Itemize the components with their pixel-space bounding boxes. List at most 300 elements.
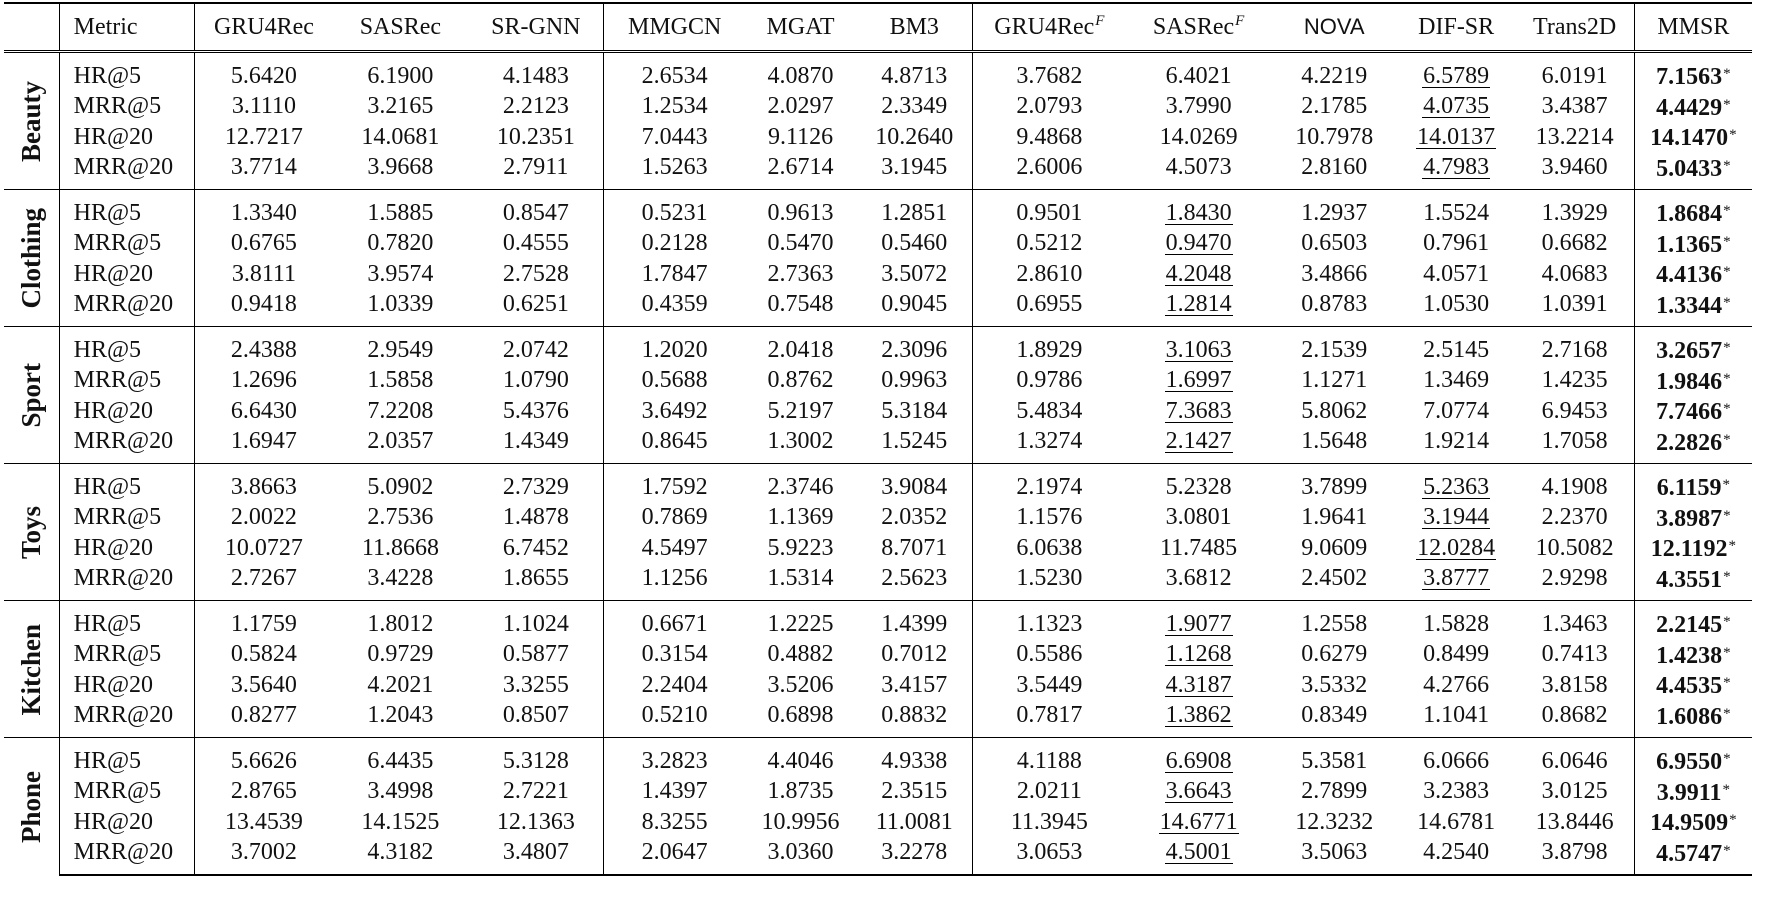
value-cell	[604, 601, 745, 640]
value-cell	[1516, 807, 1635, 838]
value-cell	[745, 564, 856, 601]
value: 4.0683	[1541, 260, 1608, 287]
table-row	[4, 122, 1752, 153]
value: 2.8610	[1016, 260, 1083, 287]
value-cell	[856, 533, 973, 564]
value-cell	[745, 701, 856, 738]
value: 0.5460	[881, 230, 948, 256]
value: 4.5073	[1165, 154, 1232, 180]
value: 1.0391	[1541, 291, 1608, 317]
value-cell	[973, 738, 1126, 777]
metric-cell: HR@20	[59, 396, 195, 427]
header-model-label: MMSR	[1657, 13, 1730, 40]
value: 1.5263	[641, 154, 708, 180]
value: 11.3945	[1010, 808, 1088, 835]
value: 1.1576	[1016, 504, 1083, 530]
value-cell	[1397, 122, 1516, 153]
value: 5.9223	[767, 534, 834, 561]
value-cell	[1272, 701, 1397, 738]
best-value: 4.4535	[1656, 673, 1723, 699]
value-cell	[604, 327, 745, 366]
value: 7.0443	[641, 123, 708, 150]
value-cell	[604, 427, 745, 464]
value: 1.3002	[767, 428, 834, 454]
header-model-label: SR-GNN	[491, 13, 581, 40]
value-cell	[333, 503, 469, 534]
value: 0.8277	[230, 702, 297, 728]
value: 0.6279	[1301, 641, 1368, 667]
metric-cell: HR@20	[59, 122, 195, 153]
value-cell	[468, 701, 604, 738]
value: 0.4555	[502, 230, 569, 256]
table-row	[4, 259, 1752, 290]
value: 4.1188	[1016, 747, 1082, 774]
table-row	[4, 290, 1752, 327]
value-cell	[604, 92, 745, 123]
header-model-label: SASRec	[359, 13, 442, 40]
value: 2.3349	[881, 93, 948, 119]
value: 1.2696	[230, 367, 297, 393]
value-cell	[195, 52, 333, 92]
significance-star: *	[1723, 157, 1731, 174]
header-model-mgat	[745, 3, 856, 52]
value: 3.0125	[1541, 778, 1608, 804]
value: 6.4435	[367, 747, 434, 774]
value: 0.5470	[767, 230, 834, 256]
value-cell	[1634, 153, 1752, 190]
value-cell	[468, 52, 604, 92]
value: 14.6781	[1417, 808, 1496, 835]
value-cell	[1397, 807, 1516, 838]
value: 1.7058	[1541, 428, 1608, 454]
value: 0.9045	[881, 291, 948, 317]
value-cell	[468, 153, 604, 190]
value-cell	[1397, 777, 1516, 808]
value-cell	[973, 92, 1126, 123]
value-cell	[1634, 52, 1752, 92]
value-cell	[195, 533, 333, 564]
value: 4.5497	[641, 534, 708, 561]
value-cell	[1516, 366, 1635, 397]
value-cell	[468, 601, 604, 640]
value-cell	[973, 290, 1126, 327]
value: 1.8655	[502, 565, 569, 591]
value: 2.4502	[1301, 565, 1368, 591]
value-cell	[333, 92, 469, 123]
value: 1.2020	[641, 336, 708, 363]
table-row	[4, 670, 1752, 701]
value-cell	[1397, 564, 1516, 601]
value: 3.9084	[881, 473, 948, 500]
value: 6.0646	[1541, 747, 1608, 774]
value-cell	[745, 838, 856, 876]
value-cell	[856, 838, 973, 876]
value-cell	[745, 190, 856, 229]
value-cell	[333, 427, 469, 464]
header-model-label: GRU4Rec	[213, 13, 314, 40]
value: 4.1908	[1541, 473, 1608, 500]
value-cell	[973, 52, 1126, 92]
dataset-group-beauty	[4, 52, 1752, 190]
value: 1.4349	[502, 428, 569, 454]
value-cell	[604, 738, 745, 777]
header-metric: Metric	[59, 3, 195, 52]
second-best-value: 1.2814	[1165, 291, 1232, 317]
metric-cell: MRR@20	[59, 701, 195, 738]
best-value: 3.9911	[1656, 779, 1722, 806]
value-cell	[195, 229, 333, 260]
value-cell	[468, 396, 604, 427]
value: 1.1256	[641, 565, 708, 591]
dataset-group-sport	[4, 327, 1752, 464]
metric-cell: MRR@20	[59, 290, 195, 327]
metric-cell: HR@20	[59, 807, 195, 838]
value: 4.4046	[767, 747, 834, 774]
value-cell	[856, 738, 973, 777]
value: 4.9338	[881, 747, 948, 774]
value-cell	[195, 92, 333, 123]
value-cell	[1634, 601, 1752, 640]
value-cell	[745, 327, 856, 366]
value-cell	[1125, 190, 1271, 229]
best-value: 12.1192	[1650, 536, 1728, 562]
header-model-gru4rec	[973, 3, 1126, 52]
dataset-name: Kitchen	[15, 623, 46, 715]
value-cell	[973, 122, 1126, 153]
value: 2.1539	[1301, 336, 1368, 363]
value-cell	[604, 122, 745, 153]
value-cell	[1272, 229, 1397, 260]
value: 1.9214	[1423, 428, 1490, 454]
value-cell	[1516, 533, 1635, 564]
dataset-group-toys	[4, 464, 1752, 601]
value-cell	[745, 670, 856, 701]
value: 3.7682	[1016, 62, 1083, 89]
value-cell	[745, 366, 856, 397]
value-cell	[1634, 464, 1752, 503]
second-best-value: 4.7983	[1423, 154, 1490, 180]
value: 5.2197	[767, 397, 834, 424]
value-cell	[1125, 670, 1271, 701]
second-best-value: 1.1268	[1165, 641, 1232, 667]
value: 2.2123	[502, 93, 569, 119]
value-cell	[1516, 396, 1635, 427]
best-value: 7.1563	[1656, 64, 1723, 90]
best-value: 3.8987	[1656, 505, 1723, 532]
value: 0.8499	[1423, 641, 1490, 667]
value-cell	[973, 503, 1126, 534]
value-cell	[856, 290, 973, 327]
metric-cell: HR@20	[59, 259, 195, 290]
value: 0.4359	[641, 291, 708, 317]
value-cell	[604, 807, 745, 838]
value-cell	[1516, 122, 1635, 153]
value: 0.8507	[502, 702, 569, 728]
value: 3.9574	[367, 260, 434, 287]
value-cell	[1634, 366, 1752, 397]
value: 10.0727	[224, 534, 303, 561]
value-cell	[856, 777, 973, 808]
value: 0.9501	[1016, 199, 1083, 226]
second-best-value: 5.2363	[1423, 473, 1490, 500]
table-row	[4, 427, 1752, 464]
dataset-label-cell	[4, 327, 59, 464]
table-header	[4, 3, 1752, 52]
value: 1.3274	[1016, 428, 1083, 454]
value: 1.8012	[367, 610, 434, 637]
value-cell	[1397, 190, 1516, 229]
value-cell	[1272, 327, 1397, 366]
value-cell	[856, 503, 973, 534]
value-cell	[333, 190, 469, 229]
results-table	[4, 2, 1752, 876]
value-cell	[973, 259, 1126, 290]
best-value: 1.9846	[1656, 368, 1723, 395]
value: 4.2219	[1301, 62, 1368, 89]
second-best-value: 7.3683	[1165, 397, 1232, 424]
value-cell	[1272, 464, 1397, 503]
value: 10.7978	[1295, 123, 1374, 150]
value-cell	[1125, 229, 1271, 260]
value-cell	[856, 670, 973, 701]
value: 3.0653	[1016, 839, 1083, 865]
second-best-value: 1.6997	[1165, 367, 1232, 393]
value-cell	[468, 640, 604, 671]
value: 10.5082	[1535, 534, 1614, 561]
value: 0.6898	[767, 702, 834, 728]
value-cell	[1272, 92, 1397, 123]
value-cell	[1125, 366, 1271, 397]
value: 1.5828	[1423, 610, 1490, 637]
value: 1.4235	[1541, 367, 1608, 393]
metric-cell: MRR@5	[59, 229, 195, 260]
significance-star: *	[1723, 568, 1731, 585]
value-cell	[195, 366, 333, 397]
value-cell	[333, 366, 469, 397]
significance-star: *	[1723, 294, 1731, 311]
value-cell	[195, 838, 333, 876]
dataset-name: Beauty	[15, 80, 46, 162]
value-cell	[195, 564, 333, 601]
second-best-value: 4.0735	[1423, 93, 1490, 119]
value-cell	[1272, 807, 1397, 838]
value: 1.5858	[367, 367, 434, 393]
value-cell	[333, 701, 469, 738]
value-cell	[1272, 738, 1397, 777]
significance-star: *	[1723, 842, 1731, 859]
value: 13.8446	[1535, 808, 1614, 835]
second-best-value: 1.3862	[1165, 702, 1232, 728]
significance-star: *	[1723, 66, 1731, 82]
header-model-label: SASRec	[1152, 14, 1235, 40]
value: 3.0360	[767, 839, 834, 865]
value: 0.6503	[1301, 230, 1368, 256]
table-row	[4, 327, 1752, 366]
table-row	[4, 92, 1752, 123]
value: 5.8062	[1301, 397, 1368, 424]
value: 6.6430	[230, 397, 297, 424]
value: 1.3463	[1541, 610, 1608, 637]
significance-star: *	[1723, 431, 1731, 448]
value: 0.8783	[1301, 291, 1368, 317]
value-cell	[468, 259, 604, 290]
value: 2.0211	[1016, 778, 1082, 804]
value-cell	[745, 601, 856, 640]
value-cell	[973, 601, 1126, 640]
metric-cell: MRR@5	[59, 777, 195, 808]
value-cell	[745, 738, 856, 777]
header-dataset-cell	[4, 3, 59, 52]
value: 0.7548	[767, 291, 834, 317]
value: 2.7221	[502, 778, 569, 804]
value-cell	[1125, 533, 1271, 564]
best-value: 1.8684	[1656, 201, 1723, 227]
value-cell	[973, 640, 1126, 671]
value-cell	[1634, 259, 1752, 290]
value-cell	[1125, 327, 1271, 366]
value: 1.6947	[230, 428, 297, 454]
value: 1.3469	[1423, 367, 1490, 393]
value: 0.9963	[881, 367, 948, 393]
value: 0.3154	[641, 641, 708, 667]
value: 3.6492	[641, 397, 708, 424]
value: 2.0647	[641, 839, 708, 865]
value-cell	[468, 564, 604, 601]
value: 1.0530	[1423, 291, 1490, 317]
best-value: 4.5747	[1656, 840, 1723, 867]
value: 7.2208	[367, 397, 434, 424]
value: 5.3128	[502, 747, 569, 774]
value: 1.4397	[641, 778, 708, 804]
value: 3.7714	[230, 154, 297, 180]
value-cell	[1397, 259, 1516, 290]
value-cell	[468, 738, 604, 777]
value-cell	[1516, 564, 1635, 601]
dataset-label-cell	[4, 52, 59, 190]
second-best-value: 4.3187	[1165, 671, 1232, 698]
value: 3.5063	[1301, 839, 1368, 865]
value-cell	[333, 640, 469, 671]
value: 5.6626	[230, 747, 297, 774]
value-cell	[1634, 190, 1752, 229]
value: 0.7413	[1541, 641, 1608, 667]
second-best-value: 6.5789	[1423, 62, 1490, 89]
value-cell	[973, 533, 1126, 564]
value-cell	[1272, 838, 1397, 876]
value-cell	[195, 327, 333, 366]
value-cell	[468, 777, 604, 808]
value-cell	[973, 670, 1126, 701]
value: 2.4388	[230, 336, 297, 363]
value: 1.8735	[767, 778, 834, 804]
value-cell	[1516, 838, 1635, 876]
value-cell	[745, 259, 856, 290]
value: 3.8663	[230, 473, 297, 500]
value-cell	[1272, 640, 1397, 671]
header-model-label: Trans2D	[1533, 13, 1617, 40]
value: 0.5824	[230, 641, 297, 667]
value: 2.0357	[367, 428, 434, 454]
metric-cell: HR@5	[59, 327, 195, 366]
value: 0.4882	[767, 641, 834, 667]
value-cell	[973, 396, 1126, 427]
value-cell	[856, 366, 973, 397]
value-cell	[195, 701, 333, 738]
value: 1.1271	[1301, 367, 1368, 393]
value: 1.2043	[367, 702, 434, 728]
best-value: 4.4136	[1656, 262, 1723, 288]
value: 4.0870	[767, 62, 834, 89]
second-best-value: 4.5001	[1165, 839, 1232, 865]
value-cell	[333, 838, 469, 876]
value-cell	[973, 190, 1126, 229]
value-cell	[1634, 670, 1752, 701]
table-row	[4, 503, 1752, 534]
value-cell	[468, 464, 604, 503]
header-model-mmsr	[1634, 3, 1752, 52]
second-best-value: 3.1944	[1423, 504, 1490, 530]
value-cell	[1634, 327, 1752, 366]
value-cell	[195, 601, 333, 640]
value-cell	[1516, 52, 1635, 92]
value: 5.0902	[367, 473, 434, 500]
value: 0.6251	[502, 291, 569, 317]
value: 2.6714	[767, 154, 834, 180]
value: 3.0801	[1165, 504, 1232, 530]
value-cell	[604, 701, 745, 738]
value-cell	[1634, 701, 1752, 738]
value-cell	[1272, 777, 1397, 808]
value-cell	[1125, 701, 1271, 738]
value-cell	[195, 738, 333, 777]
value: 2.0742	[502, 336, 569, 363]
significance-star: *	[1723, 264, 1731, 280]
value: 3.3255	[502, 671, 569, 698]
value-cell	[1272, 503, 1397, 534]
value: 14.0269	[1159, 123, 1238, 150]
value: 1.1041	[1423, 702, 1490, 728]
table-row	[4, 738, 1752, 777]
value: 1.5648	[1301, 428, 1368, 454]
best-value: 3.2657	[1656, 338, 1723, 364]
value-cell	[333, 327, 469, 366]
value-cell	[1634, 122, 1752, 153]
value: 3.4866	[1301, 260, 1368, 287]
metric-cell: MRR@5	[59, 640, 195, 671]
value-cell	[1397, 670, 1516, 701]
value: 6.9453	[1541, 397, 1608, 424]
second-best-value: 14.6771	[1159, 808, 1238, 835]
value-cell	[1397, 838, 1516, 876]
value: 2.7329	[502, 473, 569, 500]
header-model-sasrec	[1125, 3, 1271, 52]
value-cell	[333, 396, 469, 427]
metric-cell: MRR@5	[59, 366, 195, 397]
value-cell	[973, 153, 1126, 190]
value-cell	[1272, 670, 1397, 701]
value-cell	[745, 122, 856, 153]
value-cell	[195, 427, 333, 464]
value-cell	[856, 122, 973, 153]
value: 1.0339	[367, 291, 434, 317]
value-cell	[1397, 503, 1516, 534]
value-cell	[973, 701, 1126, 738]
value-cell	[1516, 503, 1635, 534]
value-cell	[1397, 92, 1516, 123]
value-cell	[973, 807, 1126, 838]
second-best-value: 1.8430	[1165, 199, 1232, 226]
value-cell	[1125, 503, 1271, 534]
